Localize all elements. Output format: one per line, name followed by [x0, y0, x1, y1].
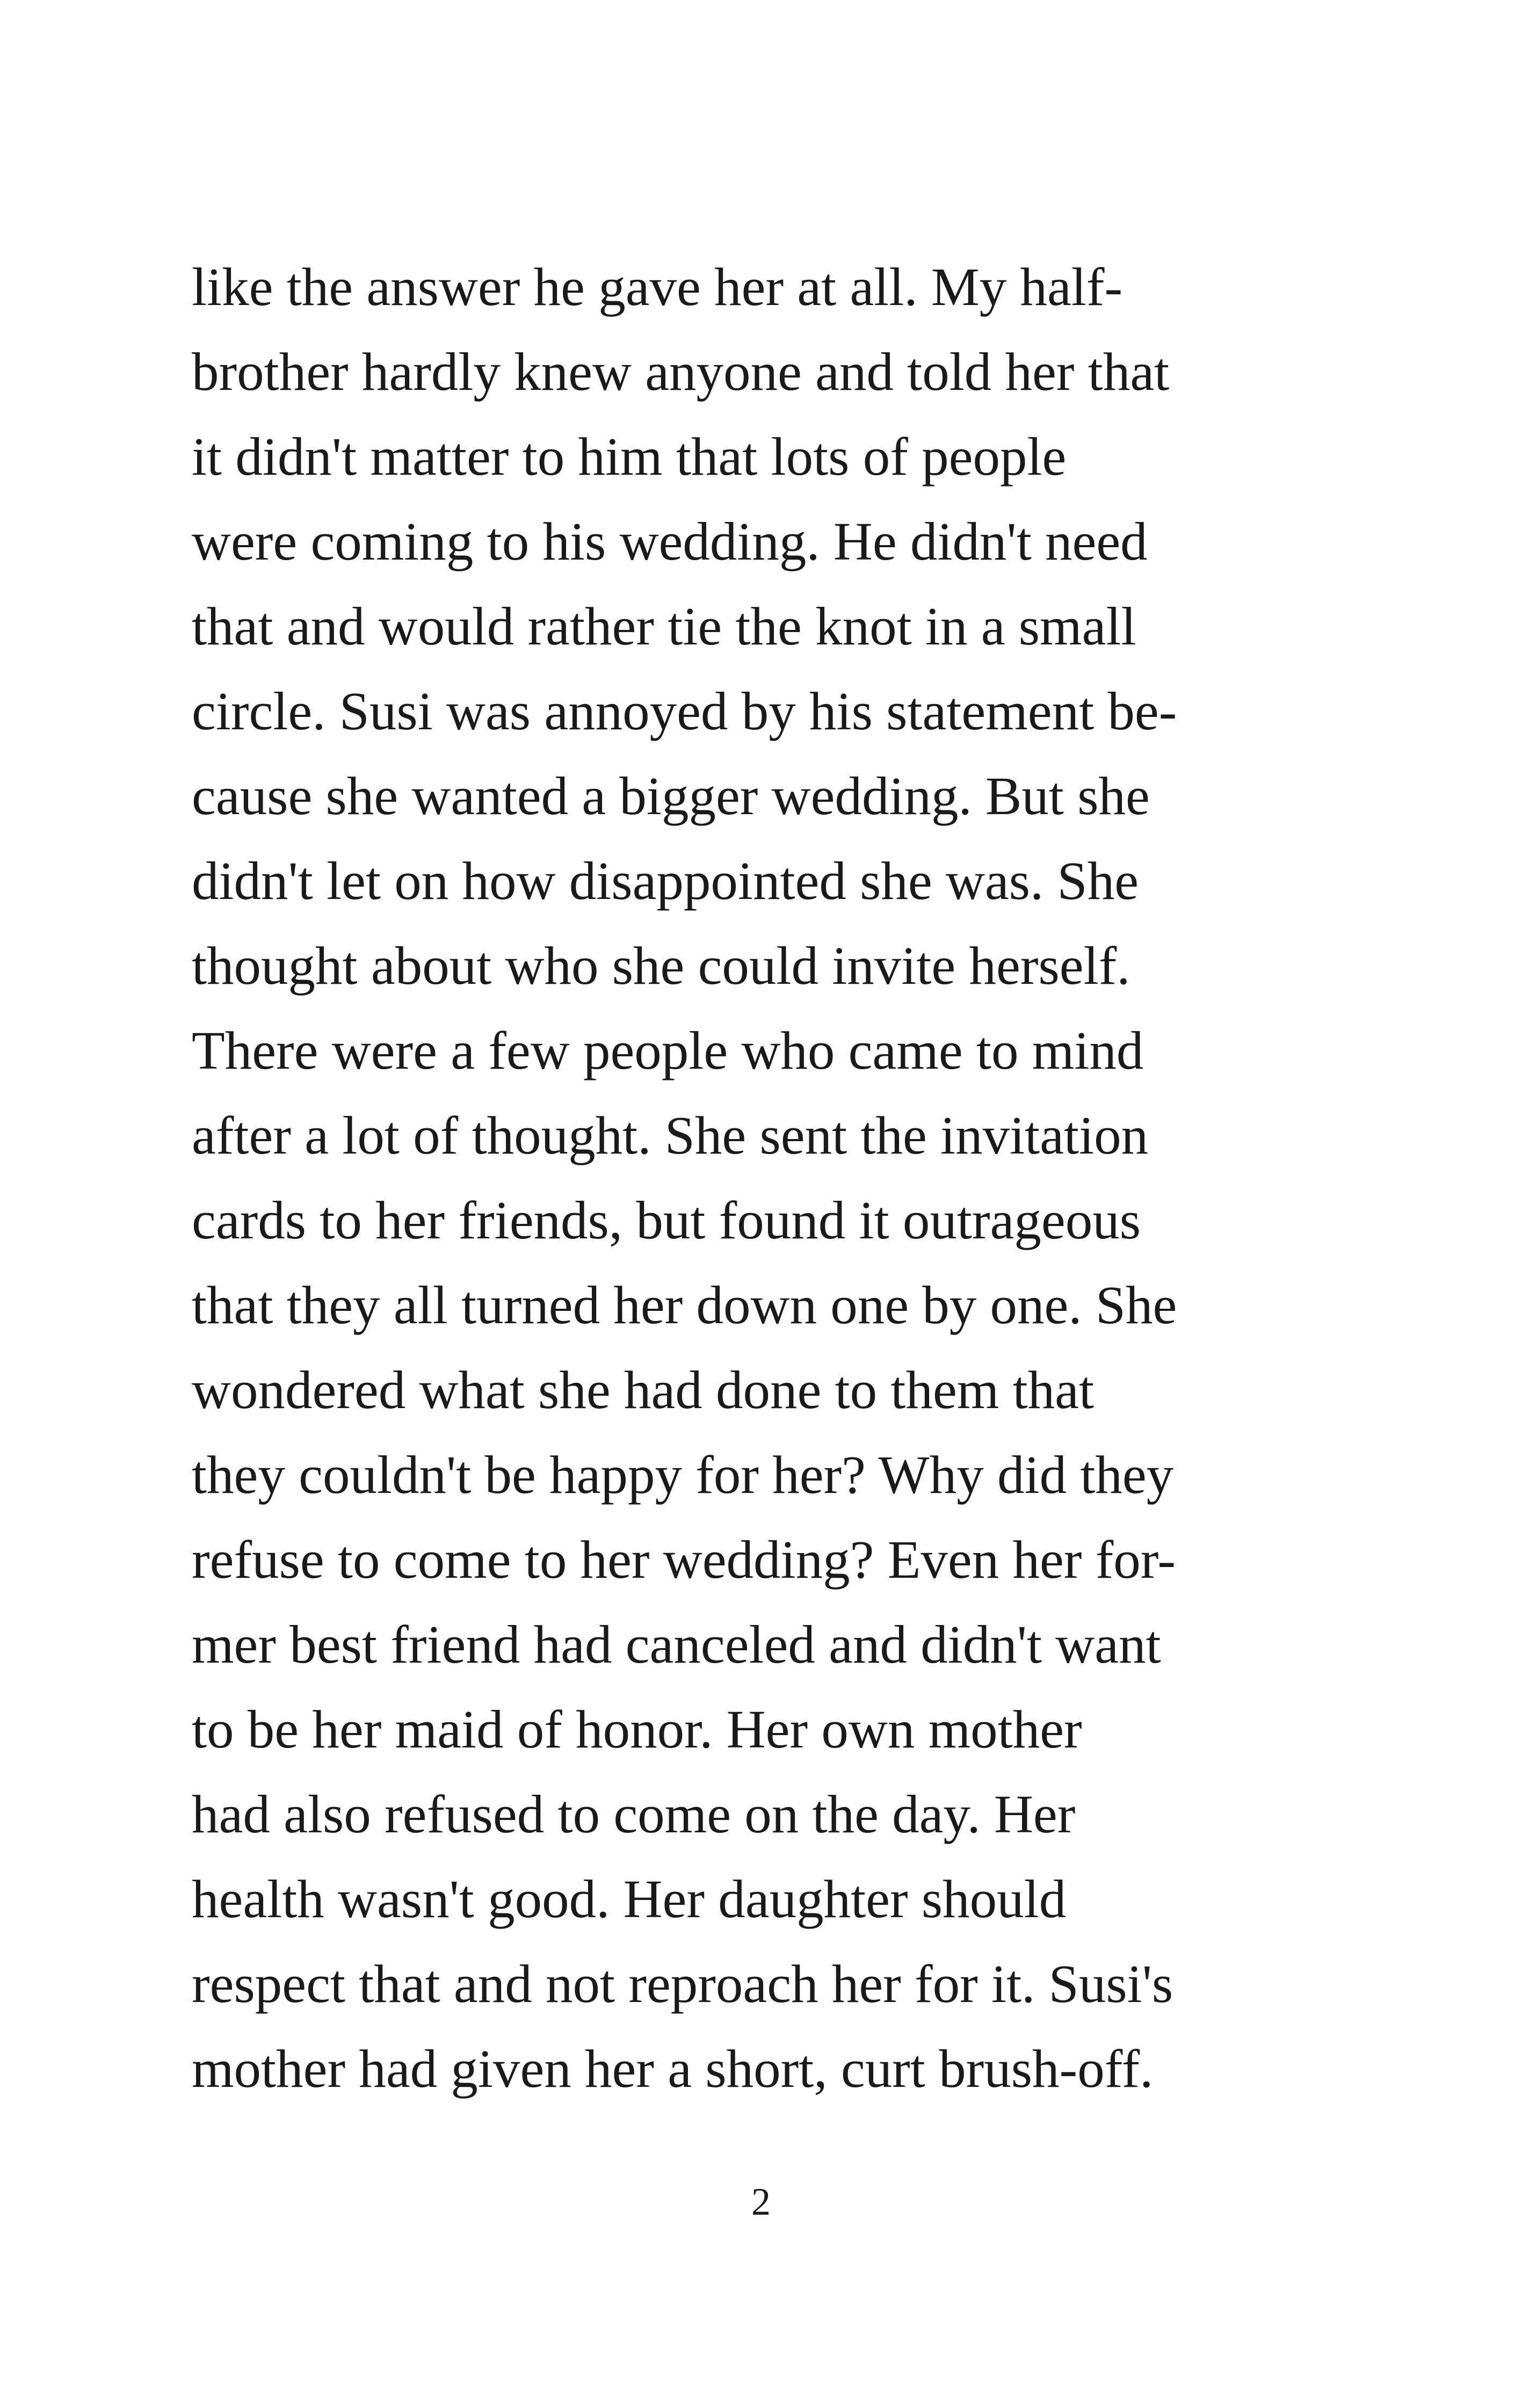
text-line: respect that and not reproach her for it. Susi's: [192, 1954, 1173, 2014]
text-line: were coming to his wedding. He didn't need: [192, 511, 1148, 571]
body-text: [192, 244, 1266, 2111]
text-line: to be her maid of honor. Her own mother: [192, 1699, 1082, 1759]
text-line: mer best friend had canceled and didn't want: [192, 1614, 1161, 1674]
text-line: cause she wanted a bigger wedding. But she: [192, 766, 1150, 826]
text-line: refuse to come to her wedding? Even her for-: [192, 1529, 1176, 1590]
text-line: health wasn't good. Her daughter should: [192, 1869, 1067, 1929]
text-line: brother hardly knew anyone and told her that: [192, 342, 1170, 402]
text-line: after a lot of thought. She sent the invitation: [192, 1105, 1149, 1165]
text-line: mother had given her a short, curt brush-off.: [192, 2039, 1154, 2099]
text-line: didn't let on how disappointed she was. She: [192, 851, 1139, 911]
text-line: There were a few people who came to mind: [192, 1020, 1144, 1080]
text-line: cards to her friends, but found it outrageous: [192, 1190, 1141, 1250]
text-line: wondered what she had done to them that: [192, 1360, 1095, 1420]
text-line: that they all turned her down one by one. She: [192, 1275, 1177, 1335]
text-line: it didn't matter to him that lots of people: [192, 426, 1067, 487]
text-line: had also refused to come on the day. Her: [192, 1784, 1076, 1844]
text-line: that and would rather tie the knot in a small: [192, 596, 1136, 656]
text-line: thought about who she could invite herself.: [192, 935, 1130, 996]
text-line: like the answer he gave her at all. My half-: [192, 257, 1123, 317]
text-line: circle. Susi was annoyed by his statement be-: [192, 681, 1177, 741]
page-number: 2: [751, 2180, 771, 2223]
text-line: they couldn't be happy for her? Why did they: [192, 1445, 1174, 1505]
